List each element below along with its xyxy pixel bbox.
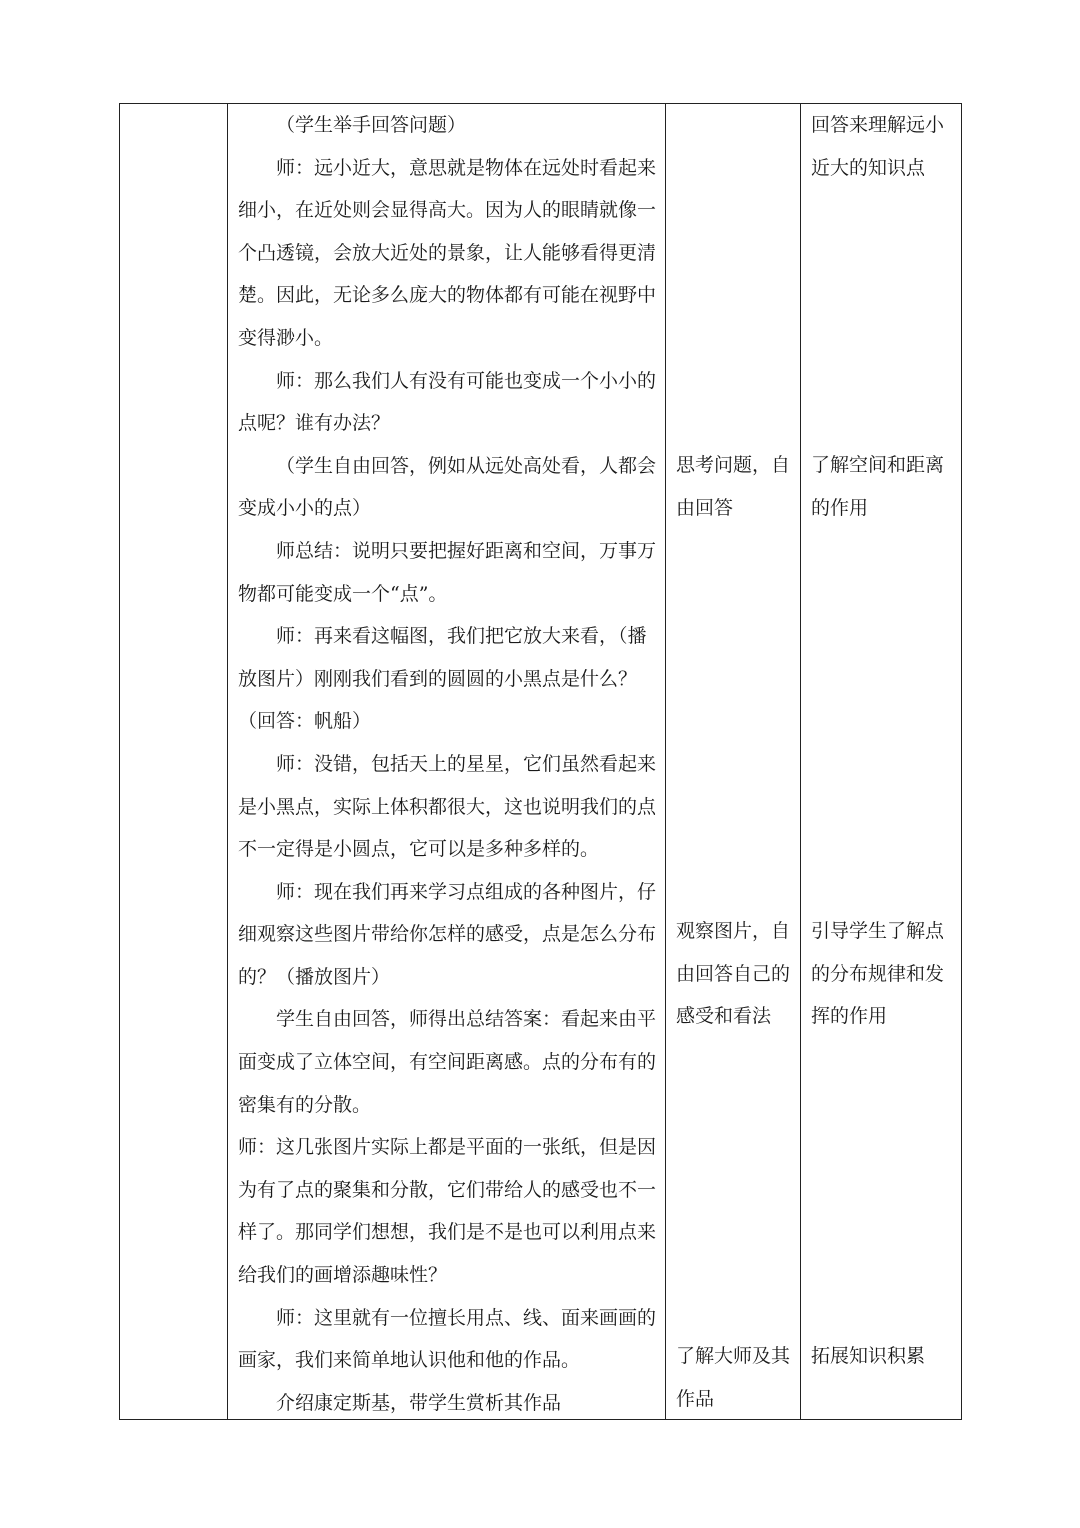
activity-line: 介绍康定斯基，带学生赏析其作品 xyxy=(276,1391,562,1414)
activity-line: 师：这里就有一位擅长用点、线、面来画画的 xyxy=(276,1306,657,1329)
activity-line: 画家，我们来简单地认识他和他的作品。 xyxy=(238,1349,581,1372)
design-intent-line: 拓展知识积累 xyxy=(811,1345,926,1367)
activity-line: 师：再来看这幅图，我们把它放大来看，（播 xyxy=(276,625,647,648)
design-intent-line: 回答来理解远小 xyxy=(811,114,945,136)
activity-line: 密集有的分散。 xyxy=(238,1093,372,1116)
design-intent-cell xyxy=(811,104,944,189)
design-intent-cell xyxy=(811,910,944,1038)
activity-line: 放图片）刚刚我们看到的圆圆的小黑点是什么？ xyxy=(238,667,638,690)
design-intent-line: 的作用 xyxy=(811,496,869,519)
column-divider xyxy=(800,104,801,1419)
student-activity-line: 感受和看法 xyxy=(676,1005,772,1028)
student-activity-cell xyxy=(676,444,790,529)
activity-line: 学生自由回答，师得出总结答案：看起来由平 xyxy=(276,1008,657,1031)
student-activity-line: 由回答 xyxy=(676,496,734,519)
activity-line: 师总结：说明只要把握好距离和空间，万事万 xyxy=(276,539,657,562)
design-intent-line: 近大的知识点 xyxy=(811,156,926,179)
activity-line: 变得渺小。 xyxy=(238,326,334,349)
student-activity-line: 由回答自己的 xyxy=(676,962,791,985)
activity-line: 给我们的画增添趣味性？ xyxy=(238,1264,448,1287)
activity-line: 师：没错，包括天上的星星，它们虽然看起来 xyxy=(276,752,657,775)
activity-line: 师：那么我们人有没有可能也变成一个小小的 xyxy=(276,369,657,392)
student-activity-line: 作品 xyxy=(676,1387,715,1410)
student-activity-cell xyxy=(676,1335,790,1420)
activity-line: （回答：帆船） xyxy=(238,710,372,733)
design-intent-cell xyxy=(811,1335,925,1378)
design-intent-line: 的分布规律和发 xyxy=(811,962,945,985)
activity-line: 是小黑点，实际上体积都很大，这也说明我们的点 xyxy=(238,795,657,818)
activity-line: 细观察这些图片带给你怎样的感受，点是怎么分布 xyxy=(238,923,657,946)
activity-line: 变成小小的点） xyxy=(238,497,372,520)
activity-line: 样了。那同学们想想，我们是不是也可以利用点来 xyxy=(238,1221,657,1244)
activity-line: 细小，在近处则会显得高大。因为人的眼睛就像一 xyxy=(238,199,657,222)
activity-line: 面变成了立体空间，有空间距离感。点的分布有的 xyxy=(238,1051,657,1074)
activity-line: 物都可能变成一个“点”。 xyxy=(238,582,448,605)
design-intent-line: 引导学生了解点 xyxy=(811,920,945,942)
activity-line: 师：远小近大，意思就是物体在远处时看起来 xyxy=(276,156,657,179)
design-intent-line: 了解空间和距离 xyxy=(811,454,945,476)
activity-line: 的？（播放图片） xyxy=(238,965,391,988)
student-activity-line: 观察图片，自 xyxy=(676,920,791,942)
student-activity-line: 思考问题，自 xyxy=(676,454,791,476)
activity-line: 楚。因此，无论多么庞大的物体都有可能在视野中 xyxy=(238,284,657,307)
column-divider xyxy=(665,104,666,1419)
activity-line: 个凸透镜，会放大近处的景象，让人能够看得更清 xyxy=(238,241,657,264)
activity-line: 师：这几张图片实际上都是平面的一张纸，但是因 xyxy=(238,1136,657,1159)
design-intent-line: 挥的作用 xyxy=(811,1005,888,1028)
activity-line: 点呢？谁有办法？ xyxy=(238,412,391,435)
activity-line: 不一定得是小圆点，它可以是多种多样的。 xyxy=(238,838,600,861)
student-activity-cell xyxy=(676,910,790,1038)
activity-line: 师：现在我们再来学习点组成的各种图片，仔 xyxy=(276,880,657,903)
design-intent-cell xyxy=(811,444,944,529)
student-activity-line: 了解大师及其 xyxy=(676,1345,791,1367)
activity-line: （学生举手回答问题） xyxy=(276,114,467,136)
teacher-activity-cell xyxy=(238,104,656,1424)
activity-line: 为有了点的聚集和分散，它们带给人的感受也不一 xyxy=(238,1178,657,1201)
column-divider xyxy=(227,104,228,1419)
activity-line: （学生自由回答，例如从远处高处看，人都会 xyxy=(276,454,657,477)
